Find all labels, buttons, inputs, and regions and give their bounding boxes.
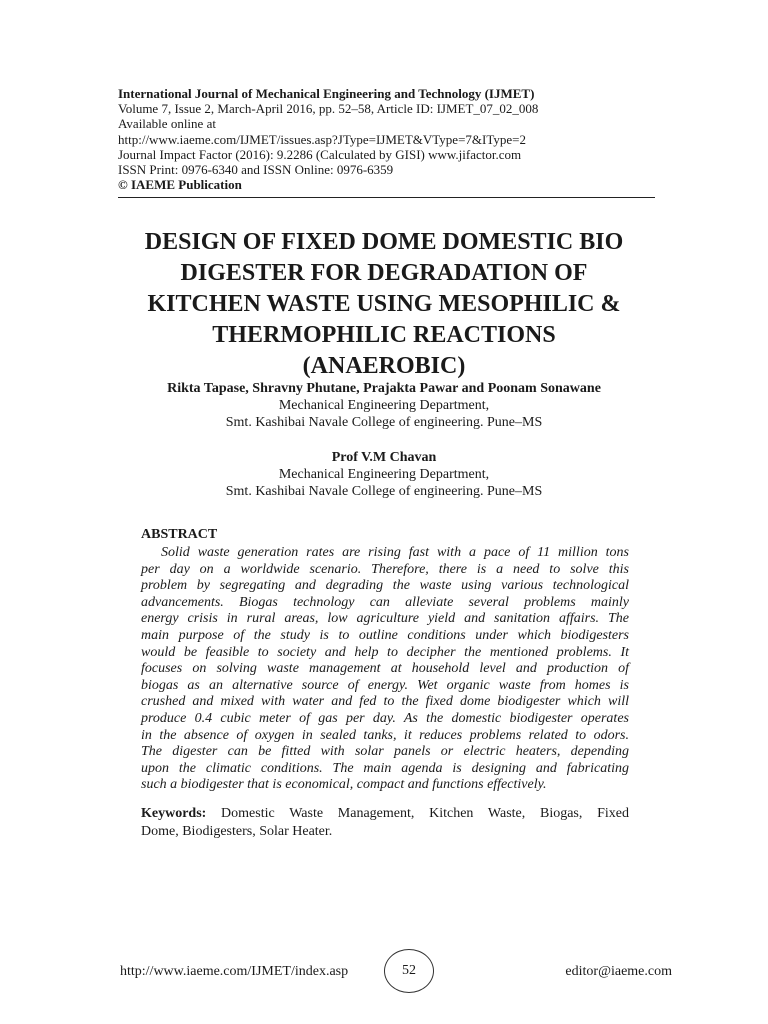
publisher: © IAEME Publication [118, 177, 242, 193]
keywords-line [141, 805, 629, 823]
page-number [384, 949, 434, 993]
abstract-line: focuses on solving waste management at household level and production of [141, 661, 629, 677]
journal-name: International Journal of Mechanical Engineering and Technology (IJMET) [118, 86, 535, 101]
abstract-line: crushed and mixed with water and fed to the fixed dome biodigester which will [141, 694, 629, 710]
abstract-line: Solid waste generation rates are rising fast with a pace of 11 million tons [161, 545, 629, 560]
abstract-line: per day on a worldwide scenario. Therefore, there is a need to solve this [141, 561, 629, 577]
author-names: Rikta Tapase, Shravny Phutane, Prajakta Pawar and Poonam Sonawane [167, 381, 601, 396]
abstract-heading: ABSTRACT [141, 527, 218, 542]
abstract-line: would be feasible to society and help to decipher the mentioned problems. It [141, 644, 629, 660]
issue-url[interactable]: http://www.iaeme.com/IJMET/issues.asp?JType=IJMET&VType=7&IType=2 [118, 131, 526, 147]
professor-name: Prof V.M Chavan [331, 450, 437, 465]
keywords-line-2: Dome, Biodigesters, Solar Heater. [141, 824, 333, 839]
journal-header [118, 86, 658, 192]
keywords-block [141, 805, 629, 841]
author-college: Smt. Kashibai Navale College of engineering. Pune–MS [225, 415, 543, 430]
professor-college: Smt. Kashibai Navale College of engineering. Pune–MS [225, 484, 543, 499]
abstract-line: in the absence of oxygen in sealed tanks, it reduces problems related to odors. [141, 727, 629, 743]
impact-factor: Journal Impact Factor (2016): 9.2286 (Calculated by GISI) www.jifactor.com [118, 146, 522, 162]
abstract-line: biogas as an alternative source of energy. Wet organic waste from homes is [141, 677, 629, 693]
abstract-line: problem by segregating and degrading the waste using various technological [141, 578, 629, 594]
volume-info: Volume 7, Issue 2, March-April 2016, pp. 52–58, Article ID: IJMET_07_02_008 [118, 101, 539, 117]
header-divider [118, 197, 655, 198]
title-line: DESIGN OF FIXED DOME DOMESTIC BIO [144, 229, 624, 255]
keywords-text: Domestic Waste Management, Kitchen Waste, Biogas, Fixed [206, 806, 629, 821]
keywords-label: Keywords: [141, 806, 207, 821]
abstract-line: energy crisis in rural areas, low agriculture yield and sanitation affairs. The [141, 611, 629, 627]
author-department: Mechanical Engineering Department, [278, 398, 490, 413]
abstract-line: upon the climatic conditions. The main agenda is designing and fabricating [141, 760, 629, 776]
professor-department: Mechanical Engineering Department, [278, 467, 490, 482]
title-line: THERMOPHILIC REACTIONS [212, 322, 556, 348]
abstract-line: produce 0.4 cubic meter of gas per day. As the domestic biodigester operates [141, 710, 629, 726]
title-line: DIGESTER FOR DEGRADATION OF [180, 260, 588, 286]
abstract-line: The digester can be fitted with solar panels or electric heaters, depending [141, 744, 629, 760]
issn-info: ISSN Print: 0976-6340 and ISSN Online: 0976-6359 [118, 162, 394, 178]
abstract-line: advancements. Biogas technology can alleviate several problems mainly [141, 594, 629, 610]
page-number-text: 52 [402, 963, 416, 978]
abstract-line: such a biodigester that is economical, compact and functions effectively. [141, 777, 547, 793]
title-line: (ANAEROBIC) [302, 353, 466, 379]
footer-email[interactable]: editor@iaeme.com [565, 964, 672, 979]
paper-title [100, 227, 668, 382]
abstract-body [141, 545, 629, 794]
author-block [100, 380, 668, 500]
abstract-line: main purpose of the study is to outline conditions under which biodigesters [141, 627, 629, 643]
title-line: KITCHEN WASTE USING MESOPHILIC & [147, 291, 621, 317]
available-online: Available online at [118, 116, 216, 132]
footer-url[interactable]: http://www.iaeme.com/IJMET/index.asp [120, 964, 349, 979]
